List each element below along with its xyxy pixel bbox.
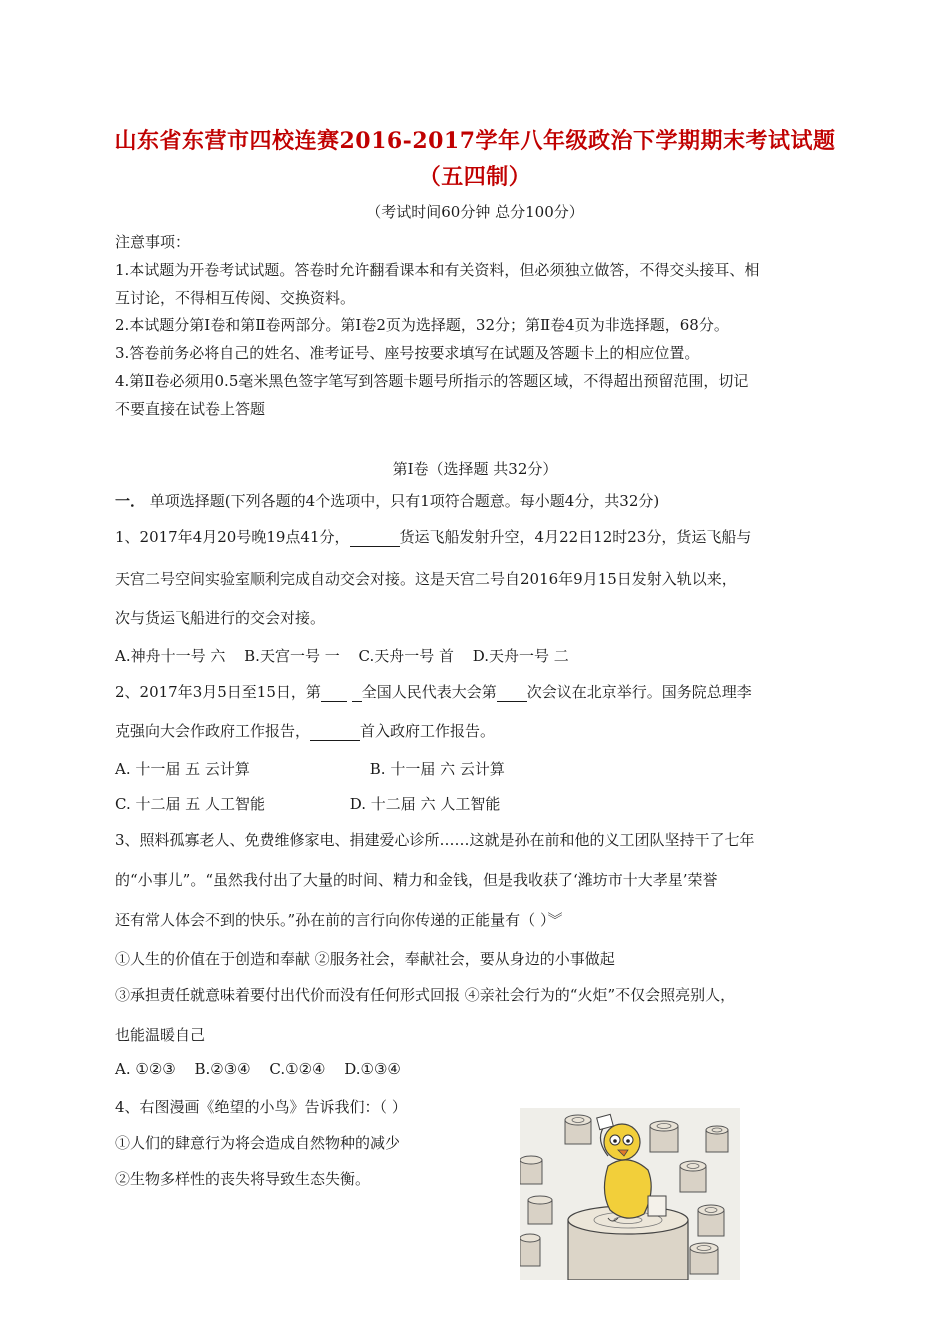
q2-text-e: 首入政府工作报告。 bbox=[360, 722, 496, 740]
q1-blank bbox=[350, 528, 400, 547]
q3-option-b: B.②③④ bbox=[194, 1060, 251, 1078]
notes-heading: 注意事项： bbox=[115, 233, 191, 251]
note-4b: 不要直接在试卷上答题 bbox=[115, 400, 266, 418]
q2-text-d: 克强向大会作政府工作报告， bbox=[115, 722, 311, 740]
q2-options-row1 bbox=[115, 758, 505, 779]
q3-line2: 的“小事儿”。“虽然我付出了大量的时间、精力和金钱，但是我收获了‘潍坊市十大孝星’荣誉 bbox=[115, 871, 718, 889]
q2-option-b: B. 十一届 六 云计算 bbox=[369, 760, 505, 778]
q1-line3: 次与货运飞船进行的交会对接。 bbox=[115, 609, 326, 627]
q3-option-d: D.①③④ bbox=[344, 1060, 401, 1078]
q3-option-a: A. ①②③ bbox=[115, 1060, 176, 1078]
q4-statement-2: ②生物多样性的丧失将导致生态失衡。 bbox=[115, 1170, 371, 1188]
note-3: 3.答卷前务必将自己的姓名、准考证号、座号按要求填写在试题及答题卡上的相应位置。 bbox=[115, 344, 700, 362]
note-4a: 4.第Ⅱ卷必须用0.5毫米黑色签字笔写到答题卡题号所指示的答题区域，不得超出预留范围，切记 bbox=[115, 372, 749, 390]
q2-blank-1 bbox=[321, 683, 347, 702]
q2-line1 bbox=[115, 681, 752, 702]
q2-option-d: D. 十二届 六 人工智能 bbox=[349, 795, 501, 813]
cartoon-despairing-bird bbox=[520, 1108, 740, 1280]
q3-line1: 3、照料孤寡老人、免费维修家电、捐建爱心诊所……这就是孙在前和他的义工团队坚持干了七年 bbox=[115, 831, 755, 849]
q3-line3: 还有常人体会不到的快乐。”孙在前的言行向你传递的正能量有（ ）︾ bbox=[115, 911, 563, 929]
q2-blank-4 bbox=[310, 722, 360, 741]
part-text: 单项选择题(下列各题的4个选项中，只有1项符合题意。每小题4分，共32分) bbox=[149, 492, 660, 510]
q2-option-a: A. 十一届 五 云计算 bbox=[115, 760, 250, 778]
q2-blank-2 bbox=[352, 683, 362, 702]
q3-statement-1: ①人生的价值在于创造和奉献 ②服务社会，奉献社会，要从身边的小事做起 bbox=[115, 950, 615, 968]
q2-option-c: C. 十二届 五 人工智能 bbox=[115, 795, 266, 813]
q1-option-a: A.神舟十一号 六 bbox=[115, 647, 226, 665]
q1-options bbox=[115, 645, 583, 666]
part-description bbox=[115, 490, 659, 511]
q2-line2 bbox=[115, 720, 495, 741]
q2-text-b: 全国人民代表大会第 bbox=[361, 683, 497, 701]
q3-statement-2b: 也能温暖自己 bbox=[115, 1026, 206, 1044]
q1-line1 bbox=[115, 526, 751, 547]
exam-info: （考试时间60分钟 总分100分） bbox=[366, 203, 584, 221]
q1-option-c: C.天舟一号 首 bbox=[358, 647, 454, 665]
note-2: 2.本试题分第Ⅰ卷和第Ⅱ卷两部分。第Ⅰ卷2页为选择题，32分；第Ⅱ卷4页为非选择题，68分。 bbox=[115, 316, 729, 334]
q2-text-c: 次会议在北京举行。国务院总理李 bbox=[526, 683, 752, 701]
q1-option-d: D.天舟一号 二 bbox=[472, 647, 569, 665]
q3-option-c: C.①②④ bbox=[269, 1060, 326, 1078]
q2-options-row2 bbox=[115, 793, 500, 814]
section-heading: 第Ⅰ卷（选择题 共32分） bbox=[392, 460, 558, 478]
exam-title: 山东省东营市四校连赛2016-2017学年八年级政治下学期期末考试试题 bbox=[114, 128, 836, 154]
part-label: 一． bbox=[115, 492, 146, 510]
cartoon-illustration bbox=[520, 1108, 740, 1280]
q1-text-b: 货运飞船发射升空，4月22日12时23分，货运飞船与 bbox=[399, 528, 752, 546]
q1-line2: 天宫二号空间实验室顺利完成自动交会对接。这是天宫二号自2016年9月15日发射入轨以来， bbox=[115, 570, 737, 588]
q1-text-a: 1、2017年4月20号晚19点41分， bbox=[115, 528, 350, 546]
q2-text-a: 2、2017年3月5日至15日，第 bbox=[115, 683, 321, 701]
q4-statement-1: ①人们的肆意行为将会造成自然物种的减少 bbox=[115, 1134, 401, 1152]
q1-option-b: B.天宫一号 一 bbox=[244, 647, 340, 665]
q2-blank-3 bbox=[497, 683, 527, 702]
q3-statement-2: ③承担责任就意味着要付出代价而没有任何形式回报 ④亲社会行为的“火炬”不仅会照亮别人， bbox=[115, 986, 736, 1004]
note-1a: 1.本试题为开卷考试试题。答卷时允许翻看课本和有关资料，但必须独立做答，不得交头接耳、相 bbox=[115, 261, 760, 279]
note-1b: 互讨论，不得相互传阅、交换资料。 bbox=[115, 289, 356, 307]
exam-subtitle: （五四制） bbox=[418, 164, 532, 190]
q3-options bbox=[115, 1060, 415, 1078]
q4-line1: 4、右图漫画《绝望的小鸟》告诉我们：（ ） bbox=[115, 1098, 407, 1116]
